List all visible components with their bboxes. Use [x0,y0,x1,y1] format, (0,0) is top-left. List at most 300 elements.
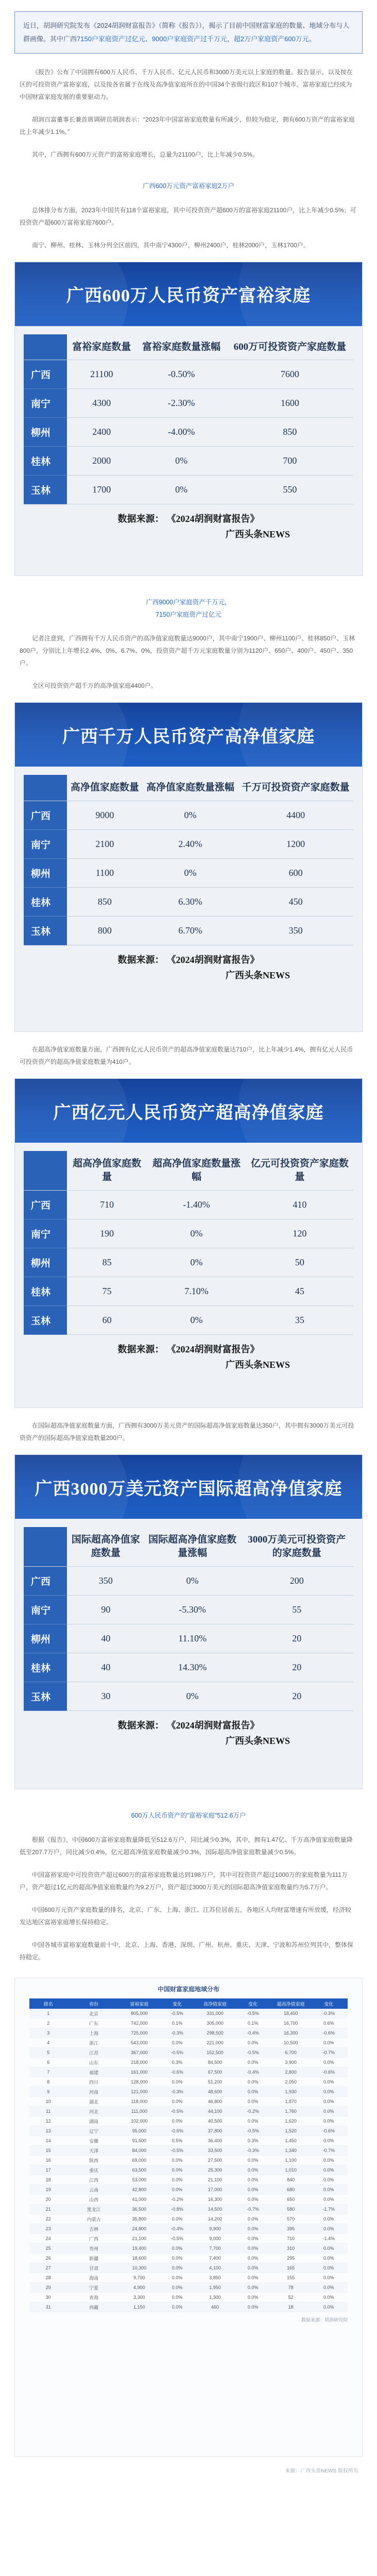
table-row [24,1306,353,1334]
ranking-cell: 1,300 [209,2295,221,2300]
table-cell: 1200 [238,829,353,858]
ranking-cell: 云南 [89,2187,99,2193]
city-cell: 南宁 [24,389,67,418]
ranking-cell: 福建 [89,2070,99,2075]
table-header: 富裕家庭数量 [67,334,136,360]
ranking-cell: 15 [45,2148,51,2153]
table-cell: 4300 [67,389,136,418]
table-header: 高净值家庭数量涨幅 [143,775,238,801]
table-row [24,389,353,418]
table-cell: 200 [241,1566,353,1595]
paragraph: 南宁、柳州、桂林、玉林分列全区前四，其中南宁4300户，柳州2400户，桂林2000户，玉林1700户。 [32,241,310,249]
ranking-cell: 0.1% [247,2021,259,2026]
ranking-cell: 山东 [89,2060,99,2065]
ranking-row [29,2087,348,2097]
table-row [24,1277,353,1306]
table-credit: 广西头条NEWS [225,1735,290,1746]
table-cell: 1700 [67,476,136,504]
ranking-row [29,2234,348,2244]
ranking-cell: -0.3% [322,2011,335,2016]
ranking-cell: 0.0% [247,2236,259,2241]
table-cell: 710 [67,1190,147,1219]
ranking-cell: -0.3% [247,2148,259,2153]
ranking-row [29,2019,348,2028]
ranking-cell: -0.6% [322,2070,335,2075]
table-cell: 9000 [67,801,143,829]
ranking-cell: 0.0% [323,2040,334,2045]
table-row [24,916,353,945]
table-header: 3000万美元可投资资产的家庭数量 [241,1527,353,1566]
ranking-cell: -0.5% [247,2050,259,2055]
ranking-cell: 0.0% [323,2177,334,2182]
table-credit: 广西头条NEWS [225,1359,290,1370]
ranking-cell: 四川 [89,2079,99,2085]
ranking-cell: 0.0% [323,2060,334,2065]
paragraph: 在超高净值家庭数量方面，广西拥有亿元人民币资产的超高净值家庭数量达710户，比上年减少1.4%，拥有亿元人民币可投资资产的超高净值家庭数量为410户。 [20,1046,353,1066]
ranking-row [29,2185,348,2195]
ranking-cell: 395 [287,2226,295,2231]
ranking-cell: 9,000 [209,2236,221,2241]
ranking-cell: 25 [45,2246,51,2251]
table-row [24,1653,353,1682]
table-cell: 2000 [67,447,136,476]
ranking-cell: 0.0% [247,2167,259,2173]
ranking-cell: -0.5% [171,2109,183,2114]
table-row [24,447,353,476]
table-cell: 0% [143,858,238,887]
ranking-cell: 46,800 [208,2099,222,2104]
table-header: 国际超高净值家庭数量 [67,1527,145,1566]
table-cell: 6.30% [143,887,238,916]
table-cell: 75 [67,1277,147,1306]
ranking-cell: 0.3% [247,2138,259,2143]
ranking-cell: 41,000 [132,2197,147,2202]
table-row [24,829,353,858]
wealth-table [24,1527,353,1710]
ranking-cell: 0.0% [247,2119,259,2124]
table-cell: 550 [227,476,353,504]
table-header: 千万可投资资产家庭数量 [238,775,353,801]
ranking-cell: 40,500 [208,2119,222,2124]
table-cell: -2.30% [136,389,227,418]
ranking-header [29,1998,348,2009]
city-cell: 玉林 [24,1682,67,1710]
ranking-cell: 3 [47,2030,50,2036]
ranking-cell: 161,000 [131,2070,148,2075]
ranking-cell: 21,100 [132,2236,147,2241]
ranking-cell: 742,000 [131,2021,148,2026]
ranking-row [29,2293,348,2302]
ranking-cell: 0.0% [323,2226,334,2231]
ranking-header-cell: 超高净值家庭 [277,2001,305,2007]
ranking-row [29,2214,348,2224]
table-header: 600万可投资资产家庭数量 [227,334,353,360]
ranking-cell: 84,500 [208,2060,222,2065]
table-cell: 600 [238,858,353,887]
ranking-cell: -1.4% [322,2236,335,2241]
ranking-cell: 21 [45,2207,51,2212]
ranking-cell: 63,500 [132,2167,147,2173]
table-cell: 4400 [238,801,353,829]
ranking-row [29,2165,348,2175]
section-heading [75,166,302,199]
ranking-cell: 0.3% [172,2060,183,2065]
ranking-cell: 84,000 [132,2148,147,2153]
paragraph: 总体排分布方面，2023年中国共有118个富裕家庭，其中可投资资产超600万的富裕家庭21100户，比上年减少0.5%；可投资资产超600万富裕家庭7600户。 [20,206,356,226]
paragraph: 记者注意到，广西拥有千万人民币资产的高净值家庭数量达9000户，其中南宁1900户、柳州1100户、桂林850户、玉林800户，分别比上年增长2.4%、0%、6.7%、0%，投资资产超千万元家庭数量分别为1120户、650户、400户、450户、350户。 [20,635,355,667]
ranking-cell: 18 [288,2304,294,2310]
paragraph: 全区可投资资产超千万的高净值家庭4400户。 [32,682,157,690]
city-cell: 柳州 [24,858,67,887]
table-cell: 40 [67,1624,145,1653]
table-cell: 85 [67,1248,147,1277]
ranking-header-cell: 变化 [172,2001,182,2007]
ranking-cell: 295 [287,2256,295,2261]
table-cell: 700 [227,447,353,476]
ranking-cell: 155 [287,2275,295,2280]
table-cell: 0% [147,1248,246,1277]
ranking-cell: -0.4% [247,2030,259,2036]
city-cell: 桂林 [24,1277,67,1306]
table-graphic-3000w-usd [14,1454,363,1789]
table-row [24,1219,353,1248]
ranking-cell: 14,500 [208,2207,222,2212]
table-cell: 850 [67,887,143,916]
table-row [24,887,353,916]
ranking-cell: 山西 [89,2197,99,2202]
ranking-cell: 内蒙古 [87,2216,101,2222]
ranking-cell: 17 [45,2167,51,2173]
ranking-cell: 湖南 [89,2119,99,2124]
ranking-cell: 浙江 [89,2040,99,2046]
source-label: 数据来源： [117,1344,164,1354]
ranking-cell: 0.0% [172,2167,183,2173]
ranking-cell: 0.0% [172,2285,183,2290]
paragraph: 根据《报告》，中国600万富裕家庭数量降低至512.6万户，同比减少0.3%，其中，拥有1.47亿、千万高净值家庭数量降低至207.7万户，同比减少0.4%，亿元超高净值家庭数量减少0.3%，国际超高净值家庭数量减少0.5%。 [20,1836,353,1856]
ranking-cell: 121,000 [131,2089,148,2094]
table-cell: -5.30% [145,1595,241,1624]
ranking-cell: 78 [288,2285,294,2290]
ranking-cell: 21,100 [208,2177,222,2182]
paragraph: 胡润百富董事长兼首席调研员胡润表示：“2023年中国富裕家庭数量有所减少，但较为稳定，拥有600万资产的富裕家庭比上年减少1.1%。” [20,116,355,135]
table-cell: 800 [67,916,143,945]
ranking-cell: 北京 [89,2011,99,2016]
ranking-cell: 37,800 [208,2128,222,2133]
section-heading [75,582,302,628]
table-title: 广西600万人民币资产富裕家庭 [15,262,362,326]
ranking-cell: 陕西 [89,2158,99,2163]
ranking-cell: 天津 [89,2148,99,2154]
ranking-cell: 0.0% [247,2079,259,2084]
ranking-body [15,2009,362,2312]
ranking-cell: 0.0% [172,2040,183,2045]
ranking-row [29,2048,348,2058]
ranking-cell: 0.0% [323,2187,334,2192]
table-row [24,858,353,887]
ranking-row [29,2146,348,2156]
city-cell: 广西 [24,1190,67,1219]
ranking-cell: 31 [45,2304,51,2310]
ranking-cell: 安徽 [89,2138,99,2144]
ranking-cell: 1,010 [285,2167,297,2173]
ranking-cell: 27,500 [208,2158,222,2163]
table-graphic-yiyuan [14,1078,363,1408]
lead-text-b: 。 [309,35,316,43]
ranking-cell: 0.0% [323,2285,334,2290]
ranking-cell: 河北 [89,2109,99,2114]
ranking-cell: 0.0% [247,2265,259,2270]
table-row [24,1190,353,1219]
ranking-cell: 8 [47,2079,50,2084]
table-row [24,1624,353,1653]
ranking-cell: 298,500 [207,2030,224,2036]
table-cell: 0% [145,1566,241,1595]
wealth-table [24,1151,353,1334]
table-row [24,1248,353,1277]
ranking-cell: 0.0% [323,2275,334,2280]
city-cell: 柳州 [24,418,67,447]
city-cell: 桂林 [24,1653,67,1682]
section-heading-line: 广西600万元资产富裕家庭2万户 [143,182,234,190]
table-cell: -0.50% [136,360,227,389]
ranking-cell: 0.0% [323,2256,334,2261]
ranking-cell: 1,520 [285,2128,297,2133]
ranking-cell: 14 [45,2138,51,2143]
ranking-row [29,2156,348,2165]
ranking-cell: 3,850 [209,2275,221,2280]
ranking-cell: -0.4% [171,2226,183,2231]
ranking-cell: 10,300 [132,2265,147,2270]
ranking-cell: 0.0% [323,2167,334,2173]
ranking-cell: 7,400 [209,2256,221,2261]
ranking-cell: 0.0% [172,2304,183,2310]
source-label: 数据来源： [117,514,164,524]
section-heading-line: 广西9000户家庭资产千万元， [146,598,231,606]
ranking-cell: 680 [287,2187,295,2192]
table-cell: 120 [246,1219,353,1248]
ranking-cell: 51,200 [208,2079,222,2084]
ranking-cell: 0.0% [172,2119,183,2124]
ranking-cell: 1,620 [285,2119,297,2124]
ranking-row [29,2263,348,2273]
ranking-header-cell: 省份 [89,2001,99,2007]
ranking-cell: 重庆 [89,2167,99,2173]
ranking-cell: 0.0% [323,2216,334,2222]
ranking-cell: 0.0% [172,2295,183,2300]
ranking-cell: 36,400 [208,2138,222,2143]
table-cell: 350 [67,1566,145,1595]
table-header-corner [24,1151,67,1190]
table-cell: 21100 [67,360,136,389]
table-cell: 35 [246,1306,353,1334]
ranking-cell: 36,500 [132,2207,147,2212]
ranking-cell: 0.0% [247,2216,259,2222]
ranking-cell: -0.6% [322,2030,335,2036]
ranking-cell: 0.0% [172,2079,183,2084]
ranking-cell: -0.3% [171,2030,183,2036]
ranking-cell: 1,870 [285,2099,297,2104]
city-cell: 南宁 [24,1219,67,1248]
ranking-row [29,2195,348,2205]
paragraph: 在国际超高净值家庭数量方面，广西拥有3000万美元资产的国际超高净值家庭数量达350户，其中拥有3000万美元可投资资产的国际超高净值家庭数量200户。 [20,1422,354,1442]
ranking-cell: 10 [45,2099,51,2104]
ranking-cell: 805,000 [131,2011,148,2016]
ranking-cell: 460 [211,2304,219,2310]
table-header: 高净值家庭数量 [67,775,143,801]
table-row [24,476,353,504]
ranking-cell: 18,400 [283,2011,298,2016]
ranking-cell: -0.7% [247,2207,259,2212]
ranking-row [29,2205,348,2214]
ranking-cell: 0.0% [247,2060,259,2065]
ranking-cell: 570 [287,2216,295,2222]
ranking-cell: 0.0% [323,2158,334,2163]
ranking-table-image [14,1978,363,2457]
ranking-cell: 0.0% [323,2304,334,2310]
table-credit: 广西头条NEWS [225,529,290,540]
ranking-cell: 48,600 [208,2089,222,2094]
table-source [15,1342,362,1355]
table-header-corner [24,775,67,801]
wealth-table [24,334,353,505]
ranking-cell: 3,300 [133,2295,145,2300]
ranking-cell: 650 [287,2197,295,2202]
ranking-row [29,2097,348,2107]
ranking-cell: 221,000 [207,2040,224,2045]
table-cell: 1600 [227,389,353,418]
lead-highlight: 7150户家庭资产过亿元、9000户家庭资产过千万元，超2万户家庭资产600万元 [77,35,309,43]
ranking-row [29,2116,348,2126]
ranking-cell: -0.3% [171,2089,183,2094]
ranking-cell: 17,000 [208,2187,222,2192]
paragraph: 中国各城市富裕家庭数量前十中，北京、上海、香港、深圳、广州、杭州、重庆、天津、宁波和苏州位列其中，整体保持稳定。 [20,1941,354,1961]
city-cell: 广西 [24,801,67,829]
table-cell: 2.40% [143,829,238,858]
table-header: 国际超高净值家庭数量涨幅 [145,1527,241,1566]
ranking-cell: 9,900 [209,2226,221,2231]
ranking-cell: 725,000 [131,2030,148,2036]
ranking-cell: -0.8% [171,2207,183,2212]
ranking-cell: 102,000 [131,2119,148,2124]
ranking-cell: 吉林 [89,2226,99,2232]
ranking-cell: 0.0% [247,2089,259,2094]
ranking-cell: 7,700 [209,2246,221,2251]
city-cell: 玉林 [24,1306,67,1334]
ranking-cell: 2 [47,2021,50,2026]
ranking-cell: 0.0% [247,2295,259,2300]
ranking-cell: 11 [46,2109,51,2114]
table-cell: 2100 [67,829,143,858]
table-header: 富裕家庭数量涨幅 [136,334,227,360]
ranking-cell: 0.0% [323,2265,334,2270]
ranking-cell: 95,000 [132,2128,147,2133]
ranking-cell: 111,000 [131,2109,147,2114]
ranking-cell: 广东 [89,2021,99,2026]
city-cell: 桂林 [24,447,67,476]
ranking-cell: 贵州 [89,2246,99,2251]
ranking-cell: 91,500 [132,2138,147,2143]
ranking-cell: 黑龙江 [87,2207,101,2212]
table-cell: 0% [136,476,227,504]
ranking-cell: -0.6% [171,2128,183,2133]
table-header: 亿元可投资资产家庭数量 [246,1151,353,1190]
table-cell: 0% [147,1306,246,1334]
ranking-row [29,2077,348,2087]
ranking-row [29,2175,348,2185]
ranking-cell: 0.0% [247,2197,259,2202]
ranking-cell: 0.0% [247,2158,259,2163]
table-cell: -4.00% [136,418,227,447]
ranking-cell: 18 [45,2177,51,2182]
ranking-cell: 4,100 [209,2265,221,2270]
ranking-cell: 1,950 [209,2285,221,2290]
table-row [24,418,353,447]
ranking-cell: 0.0% [172,2099,183,2104]
ranking-header-cell: 富裕家庭 [130,2001,149,2007]
table-row [24,1566,353,1595]
ranking-cell: 1,340 [285,2148,297,2153]
source-label: 数据来源： [117,954,164,965]
table-cell: 20 [241,1682,353,1710]
ranking-cell: 9 [47,2089,50,2094]
ranking-cell: 0.0% [323,2246,334,2251]
table-credit: 广西头条NEWS [225,970,290,980]
ranking-cell: 宁夏 [89,2285,99,2291]
table-graphic-qianwan [14,702,363,1032]
ranking-row [29,2126,348,2136]
ranking-cell: 710 [287,2236,295,2241]
ranking-cell: 53,000 [132,2177,147,2182]
ranking-cell: 152,500 [207,2050,224,2055]
ranking-cell: -0.5% [247,2128,259,2133]
ranking-cell: 16,300 [283,2030,298,2036]
section-heading: 600万人民币资产的“富裕家庭”512.6万户 [131,1812,246,1820]
city-cell: 南宁 [24,1595,67,1624]
ranking-cell: 0.0% [172,2177,183,2182]
ranking-cell: 0.0% [247,2040,259,2045]
table-cell: 14.30% [145,1653,241,1682]
ranking-cell: -0.2% [247,2109,259,2114]
ranking-cell: 22 [45,2216,51,2222]
source-label: 数据来源： [117,1720,164,1731]
table-row [24,360,353,389]
table-cell: 7600 [227,360,353,389]
table-source [15,1718,362,1732]
table-cell: 90 [67,1595,145,1624]
ranking-cell: 69,000 [132,2158,147,2163]
ranking-cell: 0.0% [247,2275,259,2280]
ranking-cell: 331,000 [207,2011,224,2016]
city-cell: 玉林 [24,476,67,504]
ranking-cell: 青海 [89,2295,99,2300]
ranking-cell: 27 [45,2265,51,2270]
ranking-row [29,2067,348,2077]
ranking-cell: 118,000 [131,2099,148,2104]
table-cell: 0% [145,1682,241,1710]
paragraph: 《报告》公布了中国拥有600万人民币、千万人民币、亿元人民币和3000万美元以上家庭的数量。报告显示，以及按在区的可投资资产富裕家庭，以及按各省属于在线及高净值家庭所在的中国34个省级行政区和107个城市。富裕家庭已经成为中国财富家庭发展的重要驱动力。 [20,69,353,100]
ranking-cell: 0.0% [172,2158,183,2163]
ranking-row [29,2009,348,2019]
paragraph: 中国600万元资产家庭数量的排名，北京、广东、上海、浙江、江苏位居前五，各地区人均财富增速有所放缓，经济较发达地区富裕家庭增长保持稳定。 [20,1906,352,1926]
ranking-cell: 33,500 [208,2148,222,2153]
ranking-cell: 128,000 [131,2079,148,2084]
table-cell: 0% [143,801,238,829]
ranking-cell: 0.0% [323,2079,334,2084]
table-header-corner [24,1527,67,1566]
table-cell: 55 [241,1595,353,1624]
ranking-cell: 218,000 [131,2060,148,2065]
ranking-cell: -0.6% [171,2070,183,2075]
